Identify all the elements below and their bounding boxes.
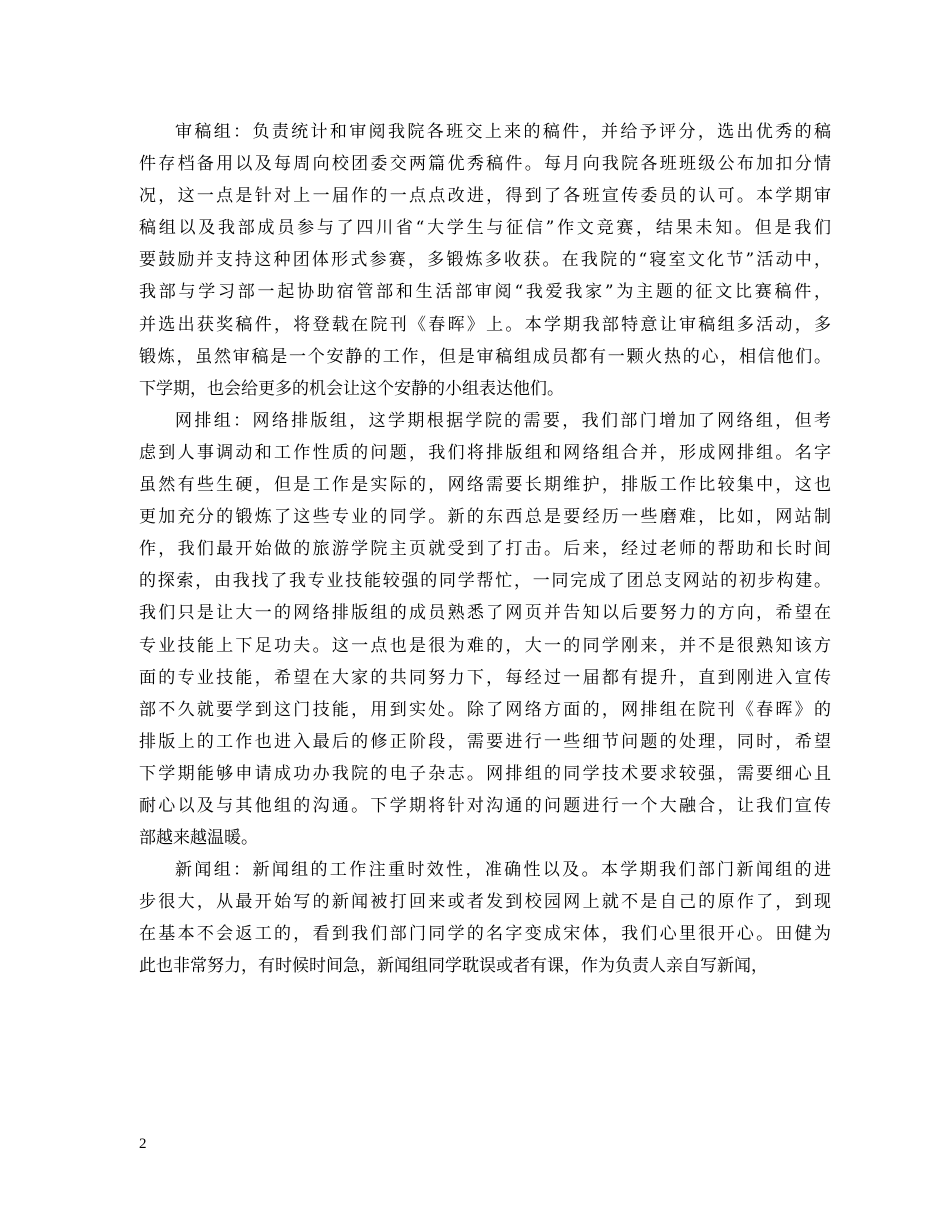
text-line: 件存档备用以及每周向校团委交两篇优秀稿件。每月向我院各班班级公布加扣分情 [139, 154, 831, 175]
text-line: 此也非常努力，有时候时间急，新闻组同学耽误或者有课，作为负责人亲自写新闻， [139, 956, 768, 977]
paragraph-xinwenzu [139, 854, 831, 982]
text-line: 更加充分的锻炼了这些专业的同学。新的东西总是要经历一些磨难，比如，网站制 [139, 507, 831, 528]
text-line: 下学期，也会给更多的机会让这个安静的小组表达他们。 [139, 378, 564, 399]
text-line: 专业技能上下足功夫。这一点也是很为难的，大一的同学刚来，并不是很熟知该方 [139, 635, 831, 656]
paragraph-shengaozu [139, 116, 831, 405]
text-line: 作，我们最开始做的旅游学院主页就受到了打击。后来，经过老师的帮助和长时间 [139, 539, 831, 560]
page-number: 2 [139, 1136, 147, 1152]
text-line: 虑到人事调动和工作性质的问题，我们将排版组和网络组合并，形成网排组。名字 [139, 442, 831, 463]
text-line: 要鼓励并支持这种团体形式参赛，多锻炼多收获。在我院的“寝室文化节”活动中， [139, 250, 831, 271]
text-line: 步很大，从最开始写的新闻被打回来或者发到校园网上就不是自己的原作了，到现 [139, 892, 831, 913]
text-line: 我们只是让大一的网络排版组的成员熟悉了网页并告知以后要努力的方向，希望在 [139, 603, 831, 624]
text-line: 面的专业技能，希望在大家的共同努力下，每经过一届都有提升，直到刚进入宣传 [139, 667, 831, 688]
text-line: 并选出获奖稿件，将登载在院刊《春晖》上。本学期我部特意让审稿组多活动，多 [139, 314, 831, 335]
text-line: 稿组以及我部成员参与了四川省“大学生与征信”作文竞赛，结果未知。但是我们 [139, 218, 831, 239]
text-line: 部越来越温暖。 [139, 828, 258, 849]
text-line: 我部与学习部一起协助宿管部和生活部审阅“我爱我家”为主题的征文比赛稿件， [139, 282, 831, 303]
text-line: 况，这一点是针对上一届作的一点点改进，得到了各班宣传委员的认可。本学期审 [139, 186, 831, 207]
text-line: 的探索，由我找了我专业技能较强的同学帮忙，一同完成了团总支网站的初步构建。 [139, 571, 831, 592]
text-line: 虽然有些生硬，但是工作是实际的，网络需要长期维护，排版工作比较集中，这也 [139, 475, 831, 496]
paragraph-wangpaizu [139, 405, 831, 854]
document-body [139, 116, 831, 983]
text-line: 网排组：网络排版组，这学期根据学院的需要，我们部门增加了网络组，但考 [175, 410, 831, 431]
text-line: 新闻组：新闻组的工作注重时效性，准确性以及。本学期我们部门新闻组的进 [175, 860, 831, 881]
text-line: 下学期能够申请成功办我院的电子杂志。网排组的同学技术要求较强，需要细心且 [139, 763, 831, 784]
text-line: 审稿组：负责统计和审阅我院各班交上来的稿件，并给予评分，选出优秀的稿 [175, 122, 831, 142]
text-line: 排版上的工作也进入最后的修正阶段，需要进行一些细节问题的处理，同时，希望 [139, 731, 831, 752]
text-line: 部不久就要学到这门技能，用到实处。除了网络方面的，网排组在院刊《春晖》的 [139, 699, 831, 720]
text-line: 在基本不会返工的，看到我们部门同学的名字变成宋体，我们心里很开心。田健为 [139, 924, 831, 945]
text-line: 耐心以及与其他组的沟通。下学期将针对沟通的问题进行一个大融合，让我们宣传 [139, 795, 831, 816]
text-line: 锻炼，虽然审稿是一个安静的工作，但是审稿组成员都有一颗火热的心，相信他们。 [139, 346, 831, 367]
